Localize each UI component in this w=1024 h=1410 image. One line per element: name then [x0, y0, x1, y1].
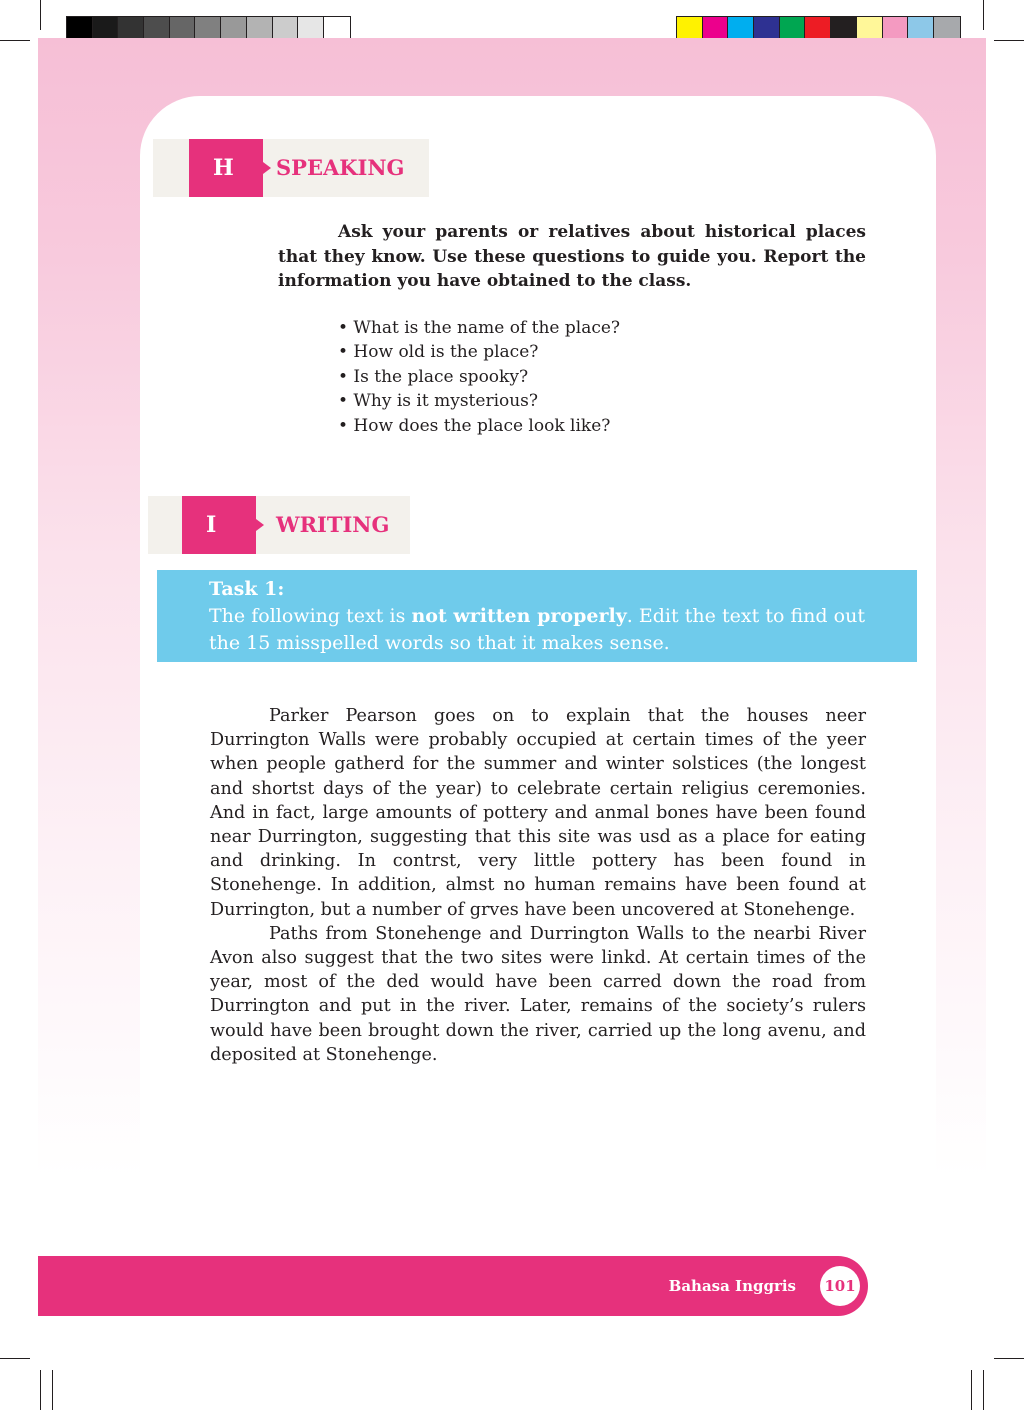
- writing-section-letter: I: [182, 496, 256, 554]
- speaking-instructions: [278, 220, 866, 294]
- crop-mark-top-left-v: [40, 0, 41, 30]
- crop-mark-bottom-left-v2: [52, 1370, 53, 1410]
- crop-mark-top-right-h: [994, 40, 1024, 41]
- task-title: Task 1:: [209, 578, 285, 600]
- speaking-section-header: [153, 139, 429, 197]
- footer-bar: [38, 1256, 868, 1316]
- article-paragraph: Parker Pearson goes on to explain that the houses neer Durrington Walls were probably occupied at certain times of the yeer when people gatherd for the summer and winter solstices (the longest and shortst days of the year) to celebrate certain religius ceremonies. And in fact, large amounts of pottery and anmal bones have been found near Durrington, suggesting that this site was usd as a place for eating and drinking. In contrst, very little pottery has been found in Stonehenge. In addition, almst no human remains have been found at Durrington, but a number of grves have been uncovered at Stonehenge.: [210, 706, 866, 920]
- misspelled-text-article: [210, 704, 866, 1067]
- question-item: • Why is it mysterious?: [338, 391, 539, 412]
- task-text-part: . Edit the text to find out the 15 misspelled words so that it makes sense.: [209, 605, 865, 654]
- speaking-question-list: [338, 316, 620, 438]
- question-item: • Is the place spooky?: [338, 366, 529, 387]
- speaking-section-title: SPEAKING: [276, 155, 405, 180]
- task-text-part: The following text is: [209, 605, 412, 627]
- article-paragraph: Paths from Stonehenge and Durrington Walls to the nearbi River Avon also suggest that the two sites were linkd. At certain times of the year, most of the ded would have been carred down the road from Durrington and put in the river. Later, remains of the society’s rulers would have been brought down the river, carried up the long avenu, and deposited at Stonehenge.: [210, 923, 866, 1065]
- crop-mark-top-right-v: [983, 0, 984, 30]
- speaking-instructions-text: Ask your parents or relatives about historical places that they know. Use these questions to guide you. Report the information you have obtained to the class.: [278, 222, 866, 291]
- writing-section-title: WRITING: [276, 512, 390, 537]
- footer-book-title: Bahasa Inggris: [668, 1277, 796, 1295]
- crop-mark-bottom-right-v: [983, 1370, 984, 1410]
- question-item: • How does the place look like?: [338, 415, 611, 436]
- question-item: • How old is the place?: [338, 342, 539, 363]
- crop-mark-bottom-left-h: [0, 1358, 30, 1359]
- speaking-section-letter: H: [189, 139, 263, 197]
- crop-mark-bottom-right-v2: [971, 1370, 972, 1410]
- task-text: [209, 603, 865, 657]
- task-instruction-box: [157, 570, 917, 662]
- crop-mark-bottom-right-h: [994, 1358, 1024, 1359]
- question-item: • What is the name of the place?: [338, 318, 621, 338]
- writing-section-header: [148, 496, 410, 554]
- crop-mark-top-left-h: [0, 40, 30, 41]
- crop-mark-bottom-left-v: [40, 1370, 41, 1410]
- task-text-emphasis: not written properly: [411, 605, 627, 627]
- page-number-badge: 101: [820, 1266, 860, 1306]
